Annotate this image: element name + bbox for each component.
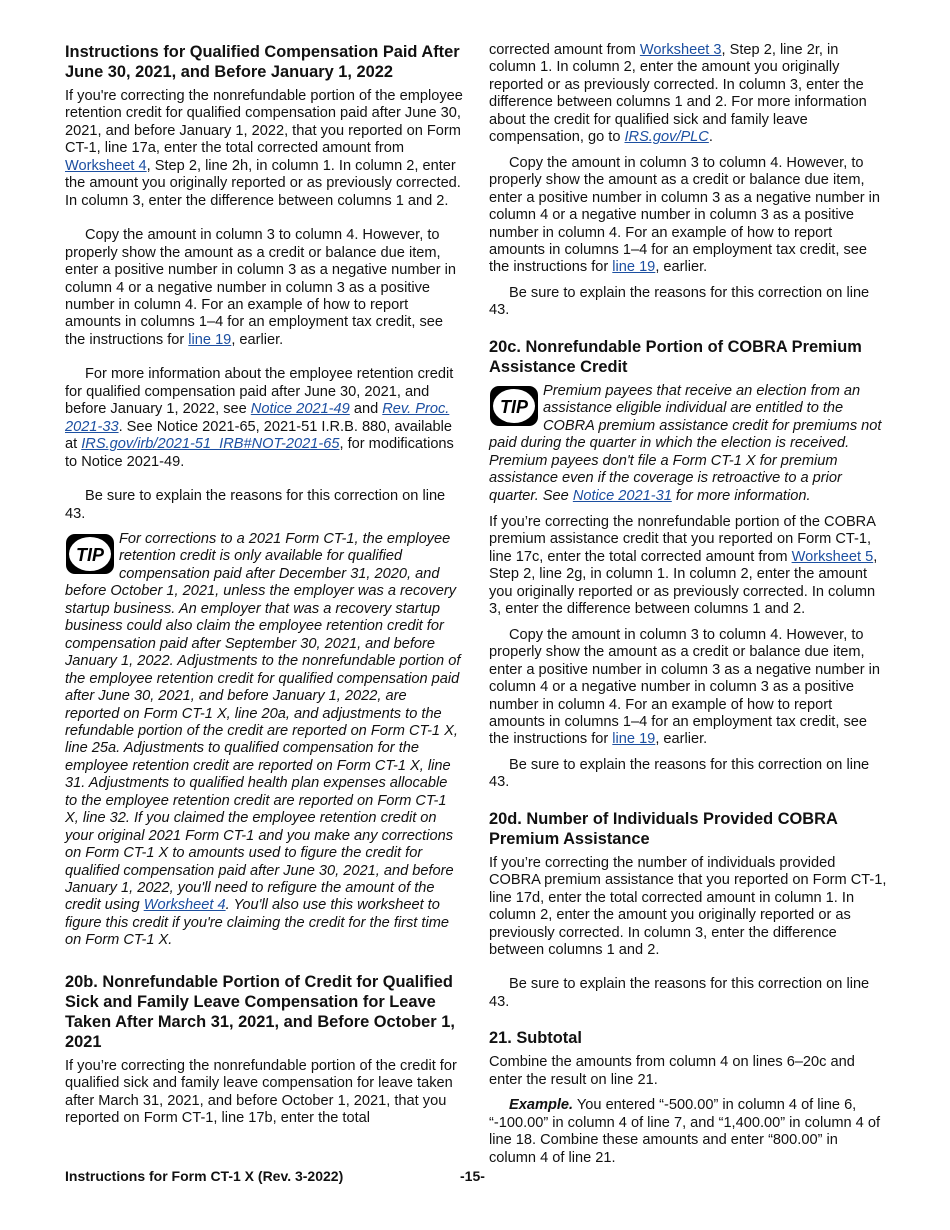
tip-box [489,383,887,505]
text: for more information. [671,487,811,504]
text: Copy the amount in column 3 to column 4. However, to properly show the amount as a credit or balance due item, enter a positive number in column 3 as a negative number in column 4 or a negative number in column 3 as a positive number in column 4. For an example of how to report amounts in columns 1–4 for an employment tax credit, see the instructions for [489,626,881,748]
heading-20d: 20d. Number of Individuals Provided COBRA Premium Assistance [489,809,838,848]
tip-box [65,531,463,950]
paragraph: If you’re correcting the number of individuals provided COBRA premium assistance that you reported on Form CT-1, line 17d, enter the total corrected amount in column 1. In column 2, enter the amount you originally reported or as previously corrected. In column 3, enter the difference between columns 1 and 2. [489,854,887,959]
paragraph [489,155,887,277]
text: Premium payees that receive an election from an assistance eligible individual are entitled to the COBRA premium assistance credit for premiums not paid during the quarter in which the election is received. Premium payees don't file a Form CT-1 X for premium assistance even if the coverage is retroactive to a prior quarter. See [489,382,882,504]
left-column [65,42,463,1145]
text: Copy the amount in column 3 to column 4. However, to properly show the amount as a credit or balance due item, enter a positive number in column 3 as a negative number in column 4 or a negative number in column 3 as a positive number in column 4. For an example of how to report amounts in columns 1–4 for an employment tax credit, see the instructions for [65,227,457,348]
text: , earlier. [231,331,284,348]
heading-20c: 20c. Nonrefundable Portion of COBRA Premium Assistance Credit [489,337,862,376]
text: corrected amount from [489,42,640,58]
text: , Step 2, line 2r, in column 1. In column 2, enter the amount you originally reported or as previously corrected. In column 3, enter the difference between columns 1 and 2. For more information about the credit for qualified sick and family leave compensation, go to [489,42,867,146]
irb-2021-51-link[interactable]: IRS.gov/irb/2021-51_IRB#NOT-2021-65 [81,436,340,453]
rev-proc-2021-33-link[interactable]: Rev. Proc. 2021-33 [65,401,450,435]
right-column [489,42,887,1184]
worksheet-3-link[interactable]: Worksheet 3 [639,42,722,58]
page-number: -15- [460,1168,485,1184]
paragraph [65,227,463,349]
heading-21-subtotal: 21. Subtotal [489,1029,582,1048]
notice-2021-49-link[interactable]: Notice 2021-49 [250,401,350,418]
line-19-link[interactable]: line 19 [612,731,656,748]
footer-title: Instructions for Form CT-1 X (Rev. 3-2022) [65,1168,344,1184]
worksheet-4-link[interactable]: Worksheet 4 [65,157,147,174]
text: . See Notice 2021-65, 2021-51 I.R.B. 880, available at [65,418,453,453]
paragraph: If you’re correcting the nonrefundable portion of the credit for qualified sick and family leave compensation for leave taken after March 31, 2021, and before October 1, 2021, that you reported on Form CT-1, line 17b, enter the total [65,1057,457,1127]
heading-20b: 20b. Nonrefundable Portion of Credit for Qualified Sick and Family Leave Compensation for Leave Taken After March 31, 2021, and Before October 1, 2021 [65,972,455,1051]
text: , for modifications to Notice 2021-49. [65,436,454,470]
tip-icon [489,385,539,427]
worksheet-5-link[interactable]: Worksheet 5 [791,548,874,565]
paragraph: Be sure to explain the reasons for this correction on line 43. [489,976,870,1010]
worksheet-4-link[interactable]: Worksheet 4 [143,897,226,914]
tip-label: TIP [75,544,105,565]
example-label: Example. [509,1097,574,1114]
page-footer [65,1168,885,1184]
paragraph: Be sure to explain the reasons for this correction on line 43. [65,488,446,522]
paragraph [489,514,887,619]
paragraph [65,88,463,210]
text: If you’re correcting the nonrefundable portion of the COBRA premium assistance credit that you reported on Form CT-1, line 17c, enter the total corrected amount from [489,513,876,565]
text: and [349,401,383,418]
text: , earlier. [655,259,708,276]
text: For more information about the employee retention credit for qualified compensation paid after June 30, 2021, and before January 1, 2022, see [65,366,454,418]
tip-icon [65,533,115,575]
notice-2021-31-link[interactable]: Notice 2021-31 [572,487,672,504]
text: For corrections to a 2021 Form CT-1, the employee retention credit is only available for qualified compensation paid after December 31, 2020, and before October 1, 2021, unless the employer was a recovery startup business. An employer that was a recovery startup business could also claim the employee retention credit for compensation paid after September 30, 2021, and before January 1, 2022. Adjustments to the nonrefundable portion of the employee retention credit for qualified compensation paid after June 30, 2021, and before January 1, 2022, are reported on Form CT-1 X, line 20a, and adjustments to the refundable portion of the credit are reported on Form CT-1 X, line 25a. Adjustments to qualified compensation for the employee retention credit are reported on Form CT-1 X, line 31. Adjustments to qualified health plan expenses allocable to the employee retention credit are reported on Form CT-1 X, line 32. If you claimed the employee retention credit on your original 2021 Form CT-1 and you make any corrections on Form CT-1 X to amounts used to figure the credit for qualified compensation paid after June 30, 2021, and before January 1, 2022, you'll need to refigure the amount of the credit using [65,530,461,914]
text: . You'll also use this worksheet to figure this credit if you're claiming the credit for the first time on Form CT-1 X. [65,897,449,949]
line-19-link[interactable]: line 19 [188,331,232,348]
line-19-link[interactable]: line 19 [612,259,656,276]
paragraph [489,627,887,749]
example-paragraph [489,1097,887,1167]
text: , Step 2, line 2g, in column 1. In column 2, enter the amount you originally reported or as previously corrected. In column 3, enter the difference between columns 1 and 2. [489,548,878,618]
irs-plc-link[interactable]: IRS.gov/PLC [624,129,709,146]
paragraph: Combine the amounts from column 4 on lines 6–20c and enter the result on line 21. [489,1054,855,1088]
tip-label: TIP [499,396,529,417]
paragraph: Be sure to explain the reasons for this correction on line 43. [489,756,870,791]
paragraph [65,366,463,471]
text: Copy the amount in column 3 to column 4. However, to properly show the amount as a credit or balance due item, enter a positive number in column 3 as a negative number in column 4 or a negative number in column 3 as a positive number in column 4. For an example of how to report amounts in columns 1–4 for an employment tax credit, see the instructions for [489,154,881,276]
heading-qualified-compensation: Instructions for Qualified Compensation Paid After June 30, 2021, and Before January 1, 2022 [65,43,460,81]
text: . [708,129,713,146]
text: , earlier. [655,731,708,748]
text: You entered “-500.00” in column 4 of line 6, “-100.00” in column 4 of line 7, and “1,400.00” in column 4 of line 18. Combine these amounts and enter “800.00” in column 4 of line 21. [489,1097,881,1166]
text: , Step 2, line 2h, in column 1. In column 2, enter the amount you originally reported or as previously corrected. In column 3, enter the difference between columns 1 and 2. [65,157,461,209]
text: If you're correcting the nonrefundable portion of the employee retention credit for qualified compensation paid after June 30, 2021, and before January 1, 2022, that you reported on Form CT-1, line 17a, enter the total corrected amount from [65,88,463,157]
paragraph: Be sure to explain the reasons for this correction on line 43. [489,284,870,319]
paragraph [489,42,887,147]
